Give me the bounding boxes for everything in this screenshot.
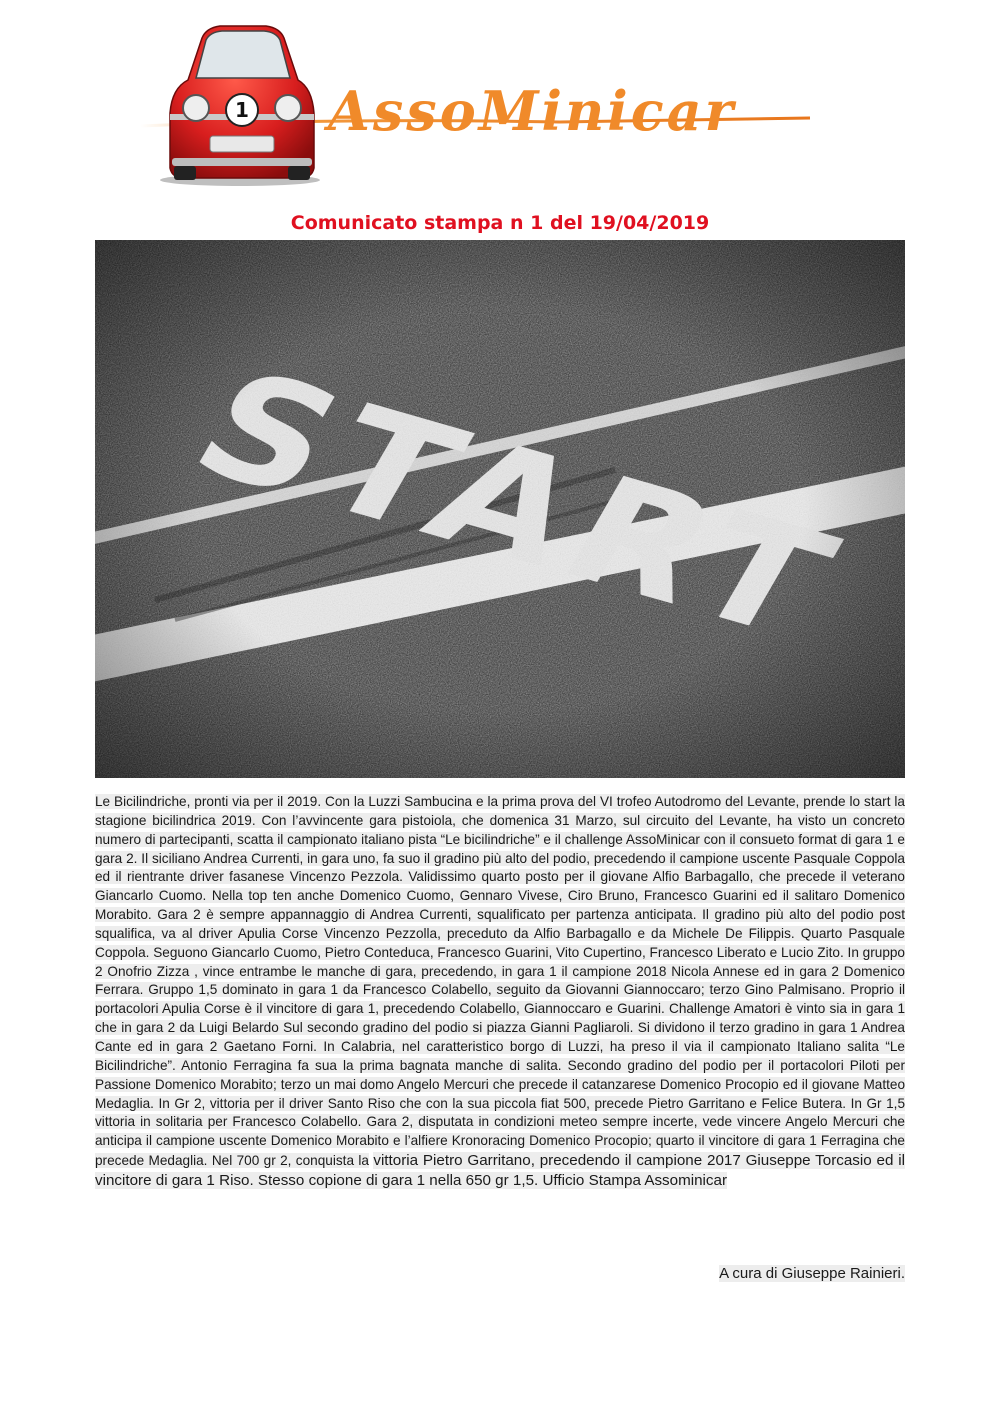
article-paragraph-tail: vittoria Pietro Garritano, precedendo il campione 2017 Giuseppe Torcasio ed il vincitore di gara 1 Riso. Stesso copione di gara 1 nella 650 gr 1,5. Ufficio Stampa Assominicar	[95, 1152, 905, 1189]
car-icon	[160, 26, 320, 186]
signature-text: A cura di Giuseppe Rainieri.	[719, 1265, 905, 1282]
signature	[719, 1265, 905, 1282]
start-image	[95, 240, 905, 778]
car-number: 1	[235, 98, 249, 122]
article-paragraph: Le Bicilindriche, pronti via per il 2019. Con la Luzzi Sambucina e la prima prova del VI trofeo Autodromo del Levante, prende lo start la stagione bicilindrica 2019. Con l’avvincente gara pistoiola, che domenica 31 Marzo, sul circuito del Levante, ha visto un concreto numero di partecipanti, scatta il campionato italiano pista “Le bicilindriche” e il challenge AssoMinicar con il consueto format di gara 1 e gara 2. Il siciliano Andrea Currenti, in gara uno, fa suo il gradino più alto del podio, precedendo il campione uscente Pasquale Coppola ed il rientrante driver fasanese Vincenzo Pezzola. Validissimo quarto posto per il giovane Alfio Barbagallo, che precede il veterano Giancarlo Cuomo. Nella top ten anche Domenico Cuomo, Gennaro Vivese, Ciro Bruno, Francesco Guarini ed il salitaro Domenico Morabito. Gara 2 è sempre appannaggio di Andrea Currenti, squalificato per partenza anticipata. Il gradino più alto del podio post squalifica, va al driver Apulia Corse Vincenzo Pezzolla, preceduto da Alfio Barbagallo e da Michele De Filippis. Quarto Pasquale Coppola. Seguono Giancarlo Cuomo, Pietro Conteduca, Francesco Guarini, Vito Cupertino, Francesco Liberato e Lucio Zito. In gruppo 2 Onofrio Zizza , vince entrambe le manche di gara, precedendo, in gara 1 il campione 2018 Nicola Annese ed in gara 2 Domenico Ferrara. Gruppo 1,5 dominato in gara 1 da Francesco Colabello, seguito da Giovanni Giannoccaro; terzo Gino Palmisano. Proprio il portacolori Apulia Corse è il vincitore di gara 1, precedendo Colabello, Giannoccaro e Guarini. Challenge Amatori è vinto sia in gara 1 che in gara 2 da Luigi Belardo Sul secondo gradino del podio si piazza Gianni Pagliaroli. Si dividono il terzo gradino in gara 1 Andrea Cante ed in gara 2 Gaetano Forni. In Calabria, nel caratteristico borgo di Luzzi, ha preso il via il campionato Italiano salita “Le Bicilindriche”. Antonio Ferragina fa sua la prima bagnata manche di salita. Secondo gradino del podio per il portacolori Piloti per Passione Domenico Morabito; terzo un mai domo Angelo Mercuri che precede il catanzarese Domenico Procopio ed il giovane Matteo Medaglia. In Gr 2, vittoria per il driver Santo Riso che con la sua piccola fiat 500, precede Pietro Garritano e Felice Butera. In Gr 1,5 vittoria in solitaria per Francesco Colabello. Gara 2, disputata in condizioni meteo sempre incerte, vede vincere Angelo Mercuri che anticipa il campione uscente Domenico Morabito e l’alfiere Kronoracing Domenico Procopio; quarto il vincitore di gara 1 Ferragina che precede Medaglia. Nel 700 gr 2, conquista la	[95, 794, 905, 1169]
logo-text: AssoMinicar	[328, 79, 737, 143]
assominicar-logo	[140, 18, 820, 188]
start-road-photo	[95, 240, 905, 778]
page-title: Comunicato stampa n 1 del 19/04/2019	[290, 212, 710, 234]
article-body	[95, 793, 905, 1191]
logo-graphic	[140, 18, 820, 188]
